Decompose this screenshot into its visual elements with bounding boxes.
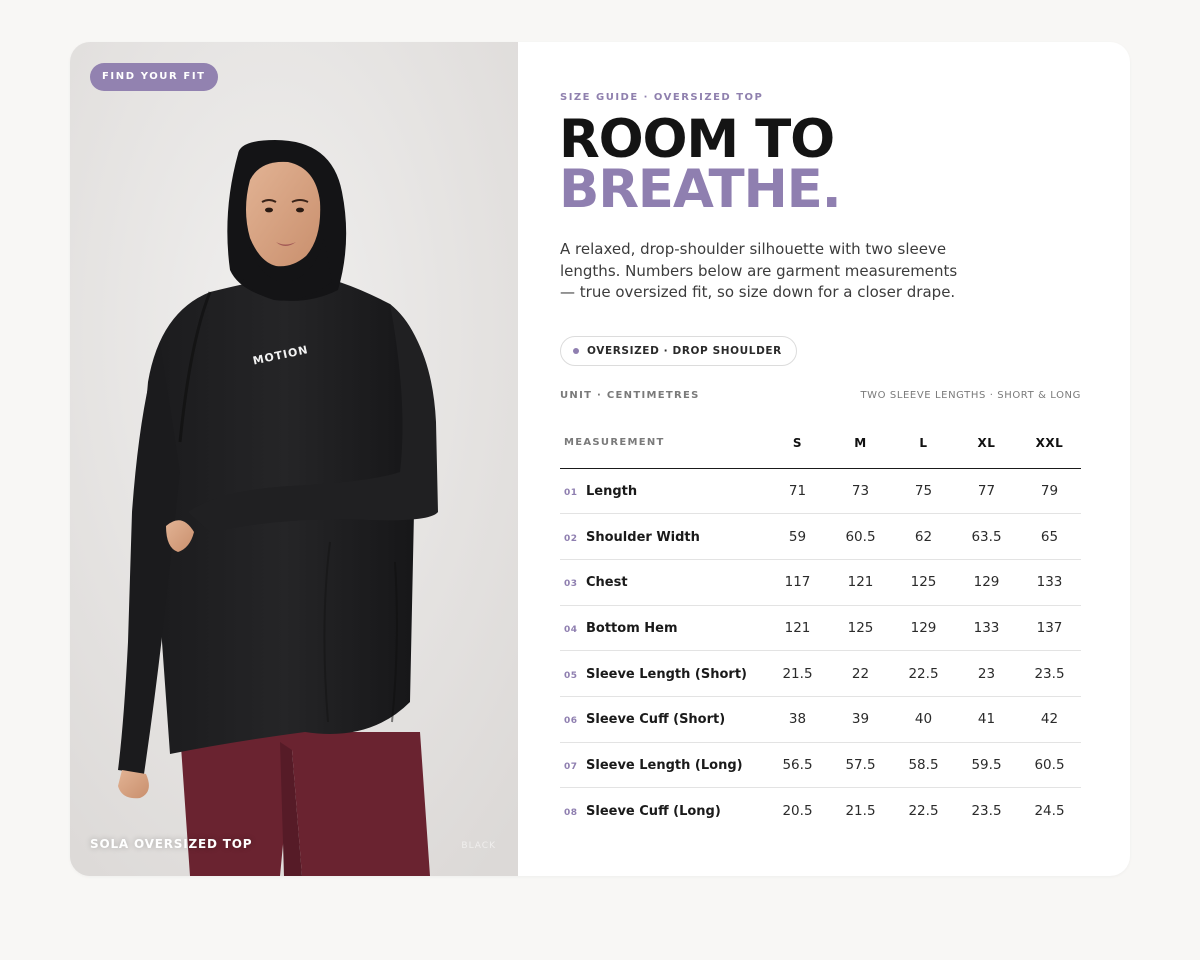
measurement-label: Sleeve Length (Short) [586,666,747,682]
row-number: 08 [564,807,578,818]
fit-badge [560,336,797,366]
column-header-s: S [766,418,829,468]
size-value-cell: 22.5 [892,651,955,697]
size-value-cell: 60.5 [829,514,892,560]
size-value-cell: 59.5 [955,742,1018,788]
size-value-cell: 39 [829,696,892,742]
size-value-cell: 62 [892,514,955,560]
size-value-cell: 23.5 [971,802,1002,819]
size-value-cell: 129 [892,605,955,651]
row-number: 01 [564,487,578,498]
measurement-label: Shoulder Width [586,529,700,545]
table-header-row [560,418,1081,468]
shirt-logo: MOTION [251,343,310,368]
size-value-cell: 22 [829,651,892,697]
size-value-cell: 58.5 [892,742,955,788]
size-value-cell: 63.5 [955,514,1018,560]
size-value-cell: 133 [955,605,1018,651]
table-row [560,514,1081,560]
size-value-cell: 117 [766,559,829,605]
table-row [560,468,1081,514]
size-value-cell: 137 [1018,605,1081,651]
measurement-label: Length [586,483,638,499]
measurement-cell [560,651,766,697]
table-row [560,696,1081,742]
row-number: 07 [564,761,578,772]
size-value-cell: 121 [766,605,829,651]
measurement-cell [560,696,766,742]
eyebrow: SIZE GUIDE · OVERSIZED TOP [560,92,764,103]
size-value-cell: 59 [766,514,829,560]
measurement-cell [560,514,766,560]
size-table [560,418,1081,834]
row-number: 06 [564,716,578,727]
measurement-cell [560,788,766,834]
size-value-cell: 38 [766,696,829,742]
size-value-cell: 40 [892,696,955,742]
table-row [560,605,1081,651]
size-value-cell: 57.5 [829,742,892,788]
size-value-cell: 20.5 [782,802,813,819]
size-value-cell: 60.5 [1018,742,1081,788]
table-row [560,742,1081,788]
size-value-cell: 71 [766,468,829,514]
model-illustration [70,42,518,876]
row-number: 03 [564,579,578,590]
fit-badge-label: OVERSIZED · DROP SHOULDER [587,345,782,357]
size-value-cell: 133 [1018,559,1081,605]
size-value-cell: 125 [829,605,892,651]
column-header-measurement: MEASUREMENT [560,418,766,468]
measurement-label: Chest [586,575,628,591]
size-value-cell: 121 [829,559,892,605]
size-value-cell: 42 [1018,696,1081,742]
size-value-cell: 23.5 [1018,651,1081,697]
measurement-cell [560,468,766,514]
sleeve-note: TWO SLEEVE LENGTHS · SHORT & LONG [860,390,1081,401]
column-header-xl: XL [955,418,1018,468]
product-color: BLACK [461,841,496,851]
size-value-cell: 75 [892,468,955,514]
measurement-label: Sleeve Cuff (Short) [586,712,726,728]
column-header-l: L [892,418,955,468]
product-photo [70,42,518,876]
size-value-cell: 56.5 [766,742,829,788]
table-row [560,788,1081,834]
headline-line-1: ROOM TO [559,109,834,170]
measurement-label: Sleeve Cuff (Long) [586,803,721,819]
size-guide-card [70,42,1130,876]
measurement-cell [560,605,766,651]
column-header-xxl: XXL [1018,418,1081,468]
measurement-label: Sleeve Length (Long) [586,757,743,773]
unit-label: UNIT · CENTIMETRES [560,390,700,401]
size-value-cell: 24.5 [1034,802,1065,819]
table-row [560,651,1081,697]
size-value-cell: 23 [955,651,1018,697]
description: A relaxed, drop-shoulder silhouette with two sleeve lengths. Numbers below are garment measurements — true oversized fit, so size down for a closer drape. [560,240,958,301]
measurement-cell [560,559,766,605]
size-value-cell: 129 [955,559,1018,605]
column-header-m: M [829,418,892,468]
size-value-cell: 21.5 [845,802,876,819]
row-number: 04 [564,624,578,635]
row-number: 05 [564,670,578,681]
headline-line-2: BREATHE. [559,159,841,220]
row-number: 02 [564,533,578,544]
size-value-cell: 79 [1018,468,1081,514]
dot-icon [573,348,579,354]
size-value-cell: 22.5 [908,802,939,819]
measurement-label: Bottom Hem [586,620,678,636]
size-value-cell: 65 [1018,514,1081,560]
measurement-cell [560,742,766,788]
size-value-cell: 41 [955,696,1018,742]
size-guide-content [518,42,1130,876]
find-your-fit-badge[interactable]: FIND YOUR FIT [90,63,218,91]
size-value-cell: 21.5 [766,651,829,697]
product-name: SOLA OVERSIZED TOP [90,837,253,851]
size-value-cell: 125 [892,559,955,605]
size-value-cell: 77 [955,468,1018,514]
page-title [559,109,841,220]
size-value-cell: 73 [829,468,892,514]
table-row [560,559,1081,605]
